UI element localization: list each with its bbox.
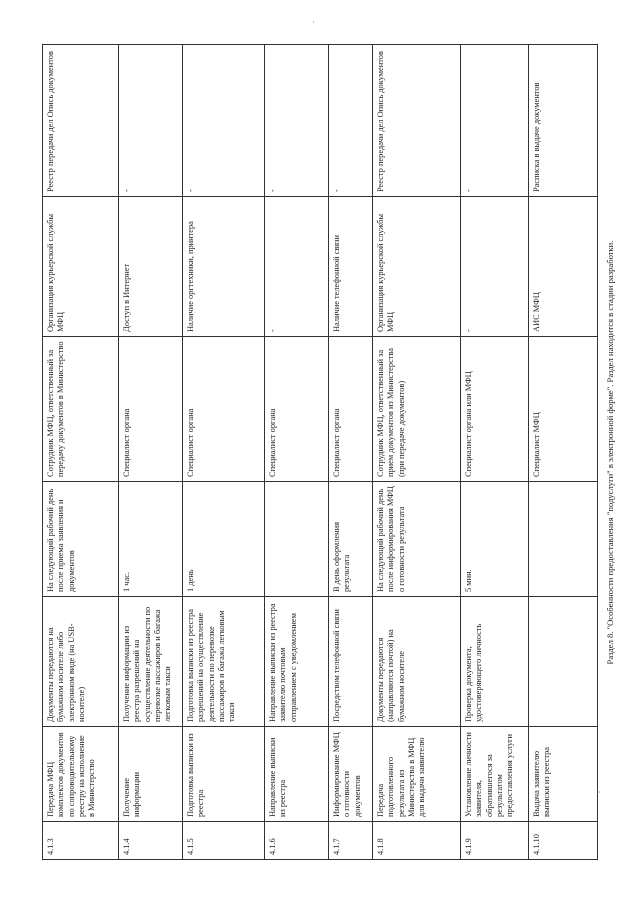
scan-mark: · xyxy=(598,788,601,797)
process-table xyxy=(42,44,598,860)
term-cell: 5 мин. xyxy=(461,482,529,597)
table-row xyxy=(329,45,373,860)
step-description-cell: Направление выписки из реестра заявителю почтовым отправлением с уведомлением xyxy=(265,597,329,727)
scan-mark: · xyxy=(312,18,315,27)
row-number-cell: 4.1.8 xyxy=(373,822,461,860)
table-row xyxy=(119,45,183,860)
row-number-cell: 4.1.6 xyxy=(265,822,329,860)
table-row xyxy=(183,45,265,860)
executor-cell: Специалист МФЦ xyxy=(529,337,598,482)
step-description-cell: Получение информации из реестра разрешений на осуществление деятельности по перевозке пассажиров и багажа легковым такси xyxy=(119,597,183,727)
section-8-note: Раздел 8. "Особенности предоставления "подуслуги" в электронной форме". Раздел находится в стадии разработки. xyxy=(605,240,615,665)
executor-cell: Сотрудник МФЦ, ответственный за прием документов из Министерства (при передаче документов) xyxy=(373,337,461,482)
document-forms-cell: Расписка в выдаче документов xyxy=(529,45,598,197)
executor-cell: Специалист органа xyxy=(329,337,373,482)
row-number-cell: 4.1.3 xyxy=(43,822,119,860)
document-forms-cell: - xyxy=(119,45,183,197)
document-forms-cell: - xyxy=(183,45,265,197)
term-cell: На следующий рабочий день после приема заявления и документов xyxy=(43,482,119,597)
table-row xyxy=(373,45,461,860)
table-row xyxy=(461,45,529,860)
term-cell: В день оформления результата xyxy=(329,482,373,597)
step-name-cell: Передача подготовленного результата из Министерства в МФЦ для выдачи заявителю xyxy=(373,727,461,822)
term-cell: 1 час. xyxy=(119,482,183,597)
step-description-cell xyxy=(529,597,598,727)
table-row xyxy=(529,45,598,860)
step-description-cell: Документы передаются (направляются почтой) на бумажном носителе xyxy=(373,597,461,727)
step-name-cell: Передача МФЦ комплектов документов по сопроводительному реестру на исполнение в Министерство xyxy=(43,727,119,822)
resources-cell: Организация курьерской службы МФЦ xyxy=(373,197,461,337)
resources-cell: Доступ в Интернет xyxy=(119,197,183,337)
row-number-cell: 4.1.10 xyxy=(529,822,598,860)
resources-cell: Наличие оргтехники, принтера xyxy=(183,197,265,337)
step-name-cell: Выдача заявителю выписки из реестра xyxy=(529,727,598,822)
executor-cell: Специалист органа xyxy=(183,337,265,482)
resources-cell: Наличие телефонной связи xyxy=(329,197,373,337)
table-row xyxy=(265,45,329,860)
step-name-cell: Направление выписки из реестра xyxy=(265,727,329,822)
row-number-cell: 4.1.9 xyxy=(461,822,529,860)
executor-cell: Специалист органа xyxy=(119,337,183,482)
step-description-cell: Документы передаются на бумажном носителе либо электронном виде (на USB-носителе) xyxy=(43,597,119,727)
rotated-page xyxy=(42,45,615,860)
table-row xyxy=(43,45,119,860)
term-cell xyxy=(265,482,329,597)
step-name-cell: Установление личности заявителя, обратившегося за результатом предоставления услуги xyxy=(461,727,529,822)
executor-cell: Специалист органа или МФЦ xyxy=(461,337,529,482)
document-forms-cell: Реестр передачи дел Опись документов xyxy=(373,45,461,197)
resources-cell: АИС МФЦ xyxy=(529,197,598,337)
document-forms-cell: - xyxy=(461,45,529,197)
resources-cell: - xyxy=(461,197,529,337)
step-description-cell: Проверка документа, удостоверяющего личность xyxy=(461,597,529,727)
term-cell: На следующий рабочий день после информирования МФЦ о готовности результата xyxy=(373,482,461,597)
step-name-cell: Подготовка выписки из реестра xyxy=(183,727,265,822)
document-forms-cell: - xyxy=(265,45,329,197)
executor-cell: Специалист органа xyxy=(265,337,329,482)
term-cell xyxy=(529,482,598,597)
step-description-cell: Посредством телефонной связи xyxy=(329,597,373,727)
term-cell: 1 день xyxy=(183,482,265,597)
document-forms-cell: - xyxy=(329,45,373,197)
resources-cell: - xyxy=(265,197,329,337)
resources-cell: Организация курьерской службы МФЦ xyxy=(43,197,119,337)
row-number-cell: 4.1.5 xyxy=(183,822,265,860)
document-forms-cell: Реестр передачи дел Опись документов xyxy=(43,45,119,197)
step-name-cell: Информирование МФЦ о готовности документов xyxy=(329,727,373,822)
executor-cell: Сотрудник МФЦ, ответственный за передачу документов в Министерство xyxy=(43,337,119,482)
step-name-cell: Получение информации xyxy=(119,727,183,822)
row-number-cell: 4.1.7 xyxy=(329,822,373,860)
step-description-cell: Подготовка выписки из реестра разрешений на осуществление деятельности по перевозке пассажиров и багажа легковым такси xyxy=(183,597,265,727)
row-number-cell: 4.1.4 xyxy=(119,822,183,860)
